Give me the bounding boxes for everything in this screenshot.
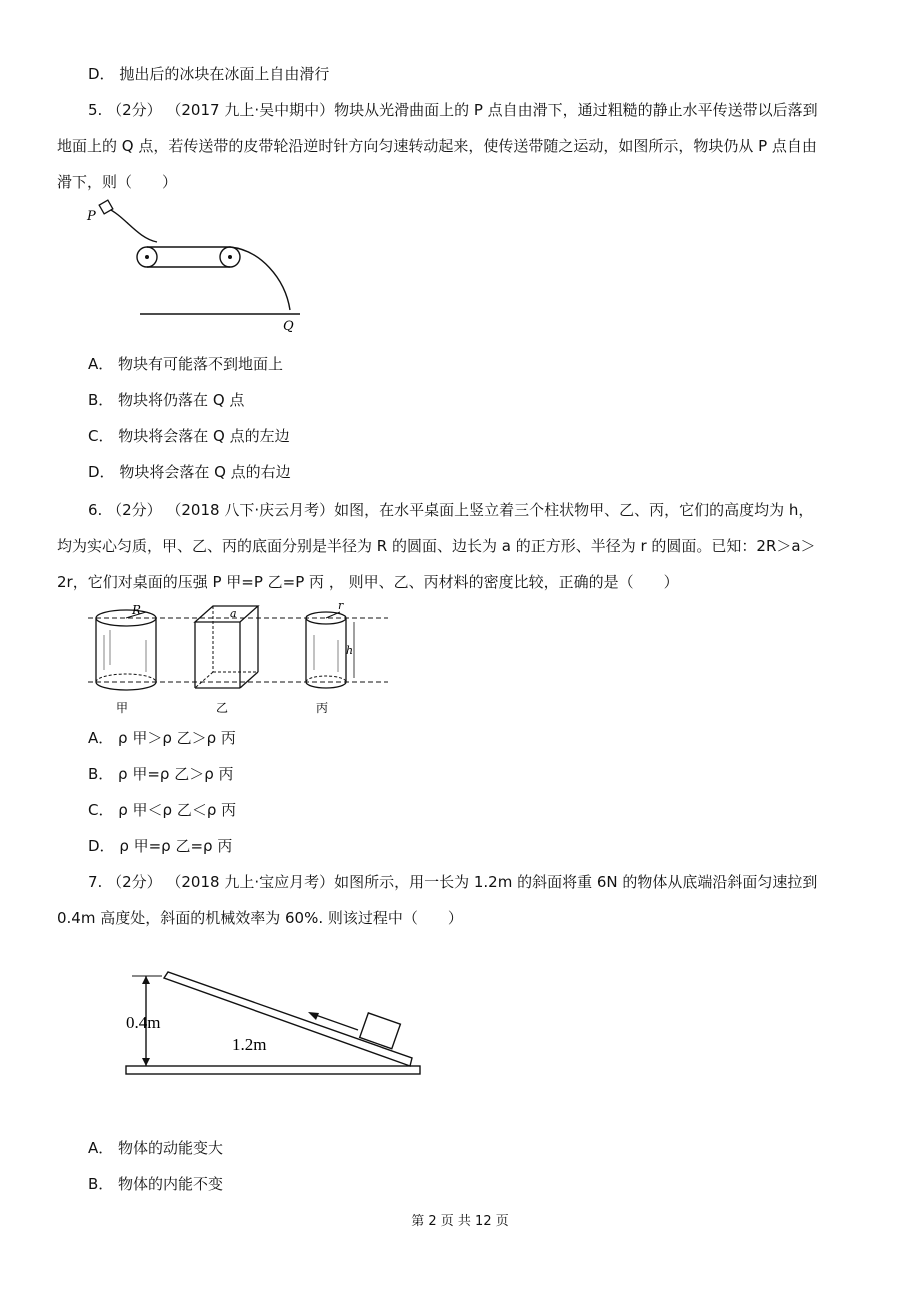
- incline-figure: [122, 970, 428, 1082]
- label-height: 0.4m: [126, 1013, 161, 1032]
- label-length: 1.2m: [232, 1035, 267, 1054]
- q6-option-c: C． ρ 甲＜ρ 乙＜ρ 丙: [88, 801, 237, 819]
- q7-option-a: A． 物体的动能变大: [88, 1139, 224, 1157]
- q4-option-d: D． 抛出后的冰块在冰面上自由滑行: [88, 65, 330, 83]
- q6-option-d: D． ρ 甲=ρ 乙=ρ 丙: [88, 837, 233, 855]
- q6-stem-line3: 2r，它们对桌面的压强 P 甲=P 乙=P 丙 ， 则甲、乙、丙材料的密度比较，正确的是（ ）: [57, 573, 679, 591]
- label-yi: 乙: [216, 701, 229, 715]
- label-R: R: [132, 603, 142, 617]
- conveyor-belt-figure: [85, 198, 315, 338]
- q5-stem-line1: 5. （2分） （2017 九上·吴中期中）物块从光滑曲面上的 P 点自由滑下，通过粗糙的静止水平传送带以后落到: [88, 101, 818, 119]
- q5-option-a: A． 物块有可能落不到地面上: [88, 355, 284, 373]
- q7-stem-line1: 7. （2分） （2018 九上·宝应月考）如图所示，用一长为 1.2m 的斜面将重 6N 的物体从底端沿斜面匀速拉到: [88, 873, 818, 891]
- q5-stem-line3: 滑下，则（ ）: [57, 173, 178, 191]
- three-columns-figure: [88, 600, 388, 718]
- q5-option-b: B． 物块将仍落在 Q 点: [88, 391, 245, 409]
- page-footer: 第 2 页 共 12 页: [411, 1214, 509, 1229]
- label-h: h: [346, 644, 354, 657]
- q6-option-a: A． ρ 甲＞ρ 乙＞ρ 丙: [88, 729, 236, 747]
- label-jia: 甲: [116, 701, 129, 715]
- q7-stem-line2: 0.4m 高度处，斜面的机械效率为 60%. 则该过程中（ ）: [57, 909, 463, 927]
- label-a: a: [230, 607, 237, 620]
- label-p: P: [87, 209, 96, 224]
- label-r: r: [338, 600, 344, 612]
- label-q: Q: [283, 319, 294, 334]
- label-bing: 丙: [316, 701, 329, 715]
- q5-option-d: D． 物块将会落在 Q 点的右边: [88, 463, 291, 481]
- q6-stem-line1: 6. （2分） （2018 八下·庆云月考）如图，在水平桌面上竖立着三个柱状物甲、乙、丙，它们的高度均为 h，: [88, 501, 814, 519]
- q5-stem-line2: 地面上的 Q 点，若传送带的皮带轮沿逆时针方向匀速转动起来，使传送带随之运动，如图所示，物块仍从 P 点自由: [57, 137, 817, 155]
- q7-option-b: B． 物体的内能不变: [88, 1175, 224, 1193]
- q6-stem-line2: 均为实心匀质，甲、乙、丙的底面分别是半径为 R 的圆面、边长为 a 的正方形、半径为 r 的圆面。已知：2R＞a＞: [57, 537, 816, 555]
- q5-option-c: C． 物块将会落在 Q 点的左边: [88, 427, 290, 445]
- q6-option-b: B． ρ 甲=ρ 乙＞ρ 丙: [88, 765, 234, 783]
